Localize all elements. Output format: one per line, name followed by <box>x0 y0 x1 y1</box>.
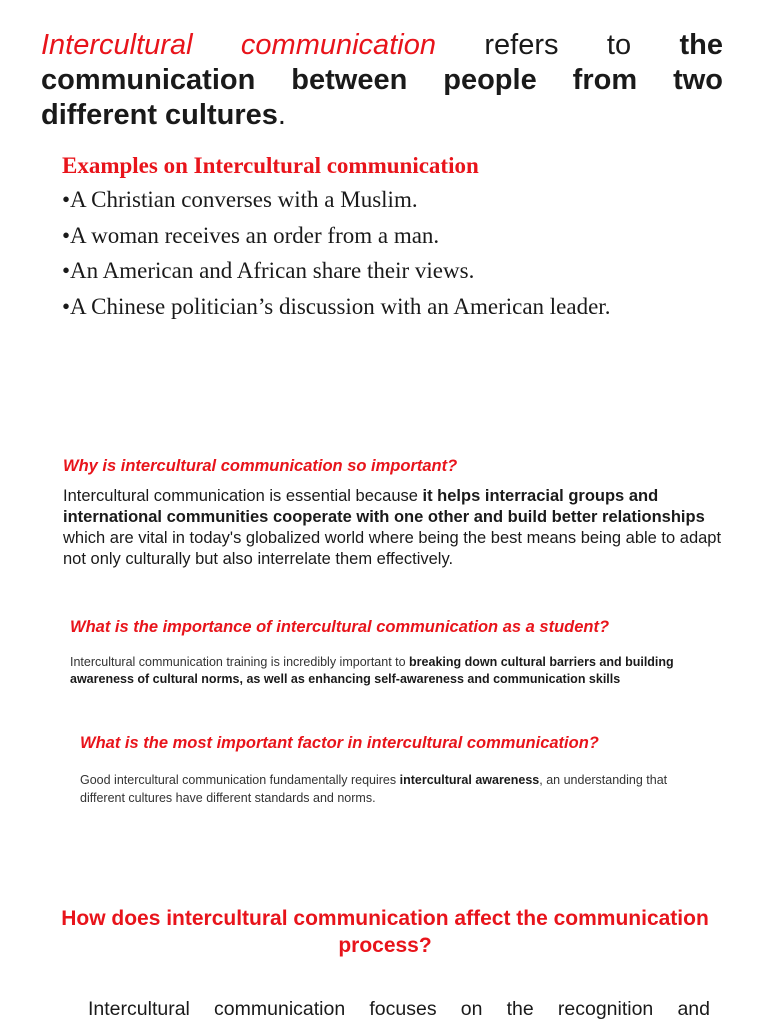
q3-body-end: , an understanding that different cultures have different standards and norms. <box>80 773 668 805</box>
q1-heading: Why is intercultural communication so important? <box>63 457 458 475</box>
q2-body <box>70 654 720 688</box>
examples-heading: Examples on Intercultural communication <box>62 153 479 178</box>
title-mid: refers to <box>435 29 680 61</box>
q1-body-start: Intercultural communication is essential because <box>63 487 423 505</box>
q1-body <box>63 486 723 570</box>
list-item: •A Chinese politician’s discussion with an American leader. <box>62 293 611 319</box>
list-item: •A woman receives an order from a man. <box>62 222 440 248</box>
q3-body-bold: intercultural awareness <box>399 773 540 787</box>
title-lead: Intercultural communication <box>41 29 436 61</box>
list-item: •A Christian converses with a Muslim. <box>62 187 418 212</box>
list-item: •An American and African share their views. <box>62 258 475 283</box>
examples-section <box>62 150 752 324</box>
q2-heading: What is the importance of intercultural communication as a student? <box>70 618 610 636</box>
q3-body <box>80 771 700 807</box>
q2-body-start: Intercultural communication training is incredibly important to <box>70 655 410 669</box>
q4-heading: How does intercultural communication affect the communication process? <box>61 907 709 957</box>
q1-body-end: which are vital in today's globalized world where being the best means being able to adapt not only culturally but also interrelate them effectively. <box>63 529 722 568</box>
q1-body-bold: it helps interracial groups and international communities cooperate with one other and build better relationships <box>63 487 705 526</box>
q4-body: Intercultural communication focuses on the recognition and <box>88 998 710 1020</box>
title-bold: the communication between people from two different cultures <box>41 29 723 131</box>
title-paragraph <box>41 28 723 133</box>
q3-body-start: Good intercultural communication fundamentally requires <box>80 773 400 787</box>
q2-body-bold: breaking down cultural barriers and building awareness of cultural norms, as well as enhancing self-awareness and communication skills <box>70 655 674 686</box>
title-end: . <box>277 99 286 131</box>
q3-heading: What is the most important factor in intercultural communication? <box>80 734 599 752</box>
